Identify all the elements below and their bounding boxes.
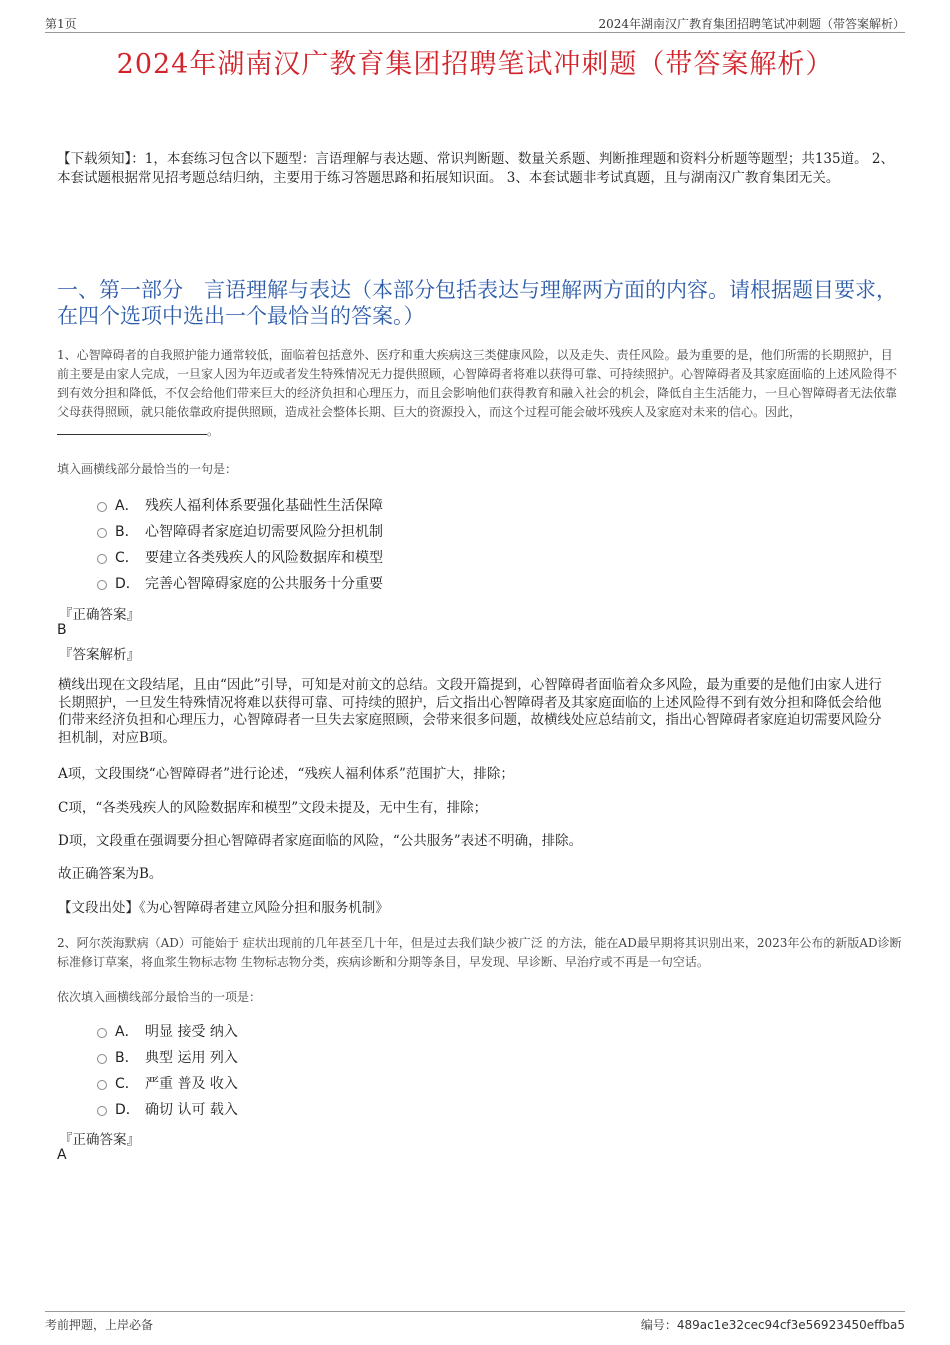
correct-answer: A [57, 1147, 67, 1163]
radio-button[interactable] [97, 1106, 107, 1116]
analysis-option-d: D项，文段重在强调要分担心智障碍者家庭面临的风险，“公共服务”表述不明确，排除。 [58, 833, 583, 849]
radio-button[interactable] [97, 1080, 107, 1090]
radio-button[interactable] [97, 580, 107, 590]
question-1-stem: 1、心智障碍者的自我照护能力通常较低，面临着包括意外、医疗和重大疾病这三类健康风险，以及走失、责任风险。最为重要的是，他们所需的长期照护，目前主要是由家人完成，一旦家人因为年迈或者发生特殊情况无力提供照顾，心智障碍者将难以获得可靠、可持续照护。心智障碍者及其家庭面临的上述风险得不到有效分担和降低，不仅会给他们带来巨大的经济负担和心理压力，而且会影响他们获得教育和融入社会的机会，降低自主生活能力，一旦心智障碍者无法依靠父母获得照顾，就只能依靠政府提供照顾，造成社会整体长期、巨大的资源投入，而这个过程可能会破坏残疾人及家庭对未来的信心。因此，。 [57, 348, 898, 438]
footer-slogan: 考前押题，上岸必备 [45, 1318, 154, 1332]
radio-button[interactable] [97, 1028, 107, 1038]
page-title: 2024年湖南汉广教育集团招聘笔试冲刺题（带答案解析） [116, 49, 834, 80]
question-1-prompt: 填入画横线部分最恰当的一句是： [57, 462, 238, 476]
radio-button[interactable] [97, 528, 107, 538]
question-2-prompt: 依次填入画横线部分最恰当的一项是： [57, 990, 262, 1004]
document-id: 编号：489ac1e32cec94cf3e56923450effba5 [640, 1318, 905, 1332]
page-header [45, 14, 905, 33]
page-footer [45, 1311, 905, 1334]
answer-analysis: 横线出现在文段结尾，且由“因此”引导，可知是对前文的总结。文段开篇提到，心智障碍者面临着众多风险，最为重要的是他们由家人进行长期照护，一旦发生特殊情况将难以获得可靠、可持续的照护，后文指出心智障碍者及其家庭面临的上述风险得不到有效分担和降低会给他们带来经济负担和心理压力，心智障碍者一旦失去家庭照顾，会带来很多问题，故横线处应总结前文，指出心智障碍者家庭迫切需要风险分担机制，对应B项。 [58, 677, 882, 746]
correct-answer-label: 『正确答案』 [59, 607, 140, 623]
radio-button[interactable] [97, 1054, 107, 1064]
radio-button[interactable] [97, 502, 107, 512]
answer-blank [57, 422, 207, 435]
correct-answer: B [57, 622, 67, 638]
analysis-option-c: C项，“各类残疾人的风险数据库和模型”文段未提及，无中生有，排除； [58, 800, 488, 816]
analysis-conclusion: 故正确答案为B。 [58, 866, 163, 882]
passage-source: 【文段出处】《为心智障碍者建立风险分担和服务机制》 [58, 900, 389, 916]
section-heading: 一、第一部分 言语理解与表达（本部分包括表达与理解两方面的内容。请根据题目要求，在四个选项中选出一个最恰当的答案。） [57, 278, 897, 328]
analysis-label: 『答案解析』 [59, 647, 140, 663]
question-2-stem: 2、阿尔茨海默病（AD）可能始于 症状出现前的几年甚至几十年，但是过去我们缺少被广泛 的方法，能在AD最早期将其识别出来，2023年公布的新版AD诊断标准修订草案，将血浆生物标志物 生物标志物分类，疾病诊断和分期等条目，早发现、早诊断、早治疗或不再是一句空话。 [57, 936, 902, 969]
radio-button[interactable] [97, 554, 107, 564]
header-doc-title: 2024年湖南汉广教育集团招聘笔试冲刺题（带答案解析） [598, 17, 905, 31]
page-number: 第1页 [45, 17, 77, 31]
correct-answer-label: 『正确答案』 [59, 1132, 140, 1148]
download-notice: 【下载须知】：1，本套练习包含以下题型：言语理解与表达题、常识判断题、数量关系题、判断推理题和资料分析题等题型；共135道。 2、本套试题根据常见招考题总结归纳，主要用于练习答题思路和拓展知识面。 3、本套试题非考试真题，且与湖南汉广教育集团无关。 [57, 151, 894, 186]
analysis-option-a: A项，文段围绕“心智障碍者”进行论述，“残疾人福利体系”范围扩大，排除； [58, 766, 514, 782]
